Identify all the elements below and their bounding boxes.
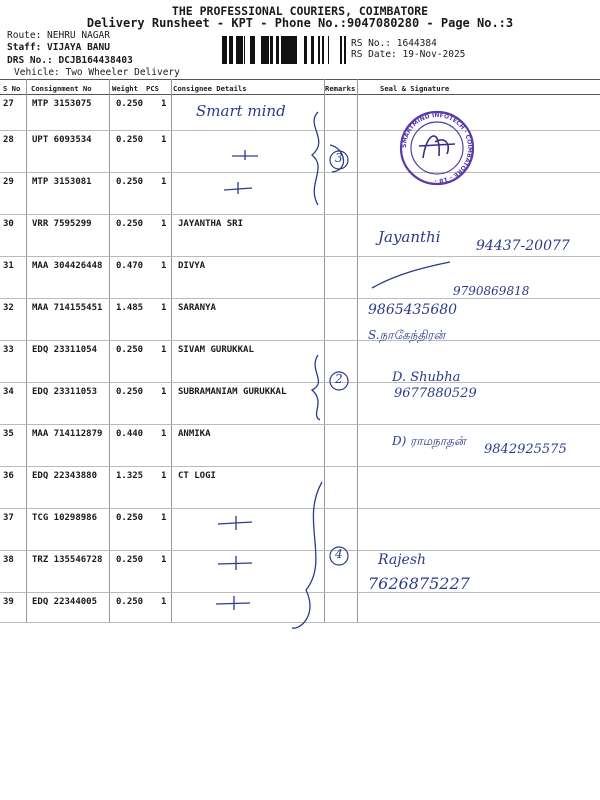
ditto-mark (218, 516, 252, 530)
row-pcs: 1 (161, 135, 167, 145)
row-divider (0, 340, 600, 341)
drs-number: DRS No.: DCJB164438403 (7, 55, 133, 66)
phone-row-38: 7626875227 (368, 574, 470, 593)
col-header-consignee: Consignee Details (173, 84, 247, 93)
row-divider (0, 214, 600, 215)
row-consignment-no: EDQ 22343880 (32, 471, 98, 481)
row-weight: 0.250 (116, 219, 144, 229)
group-number-3: 3 (335, 151, 343, 165)
group-brace (312, 112, 319, 205)
row-weight: 0.250 (116, 177, 144, 187)
phone-jayanthi: 94437-20077 (476, 238, 570, 254)
row-consignment-no: EDQ 23311053 (32, 387, 98, 397)
row-consignee: DIVYA (178, 261, 206, 271)
row-weight: 0.250 (116, 597, 144, 607)
row-divider (0, 298, 600, 299)
signature-row-34: D. Shubha (392, 370, 461, 385)
ditto-mark (232, 150, 258, 160)
barcode-bar (250, 36, 252, 64)
barcode-bar (289, 36, 290, 64)
col-header-signature: Seal & Signature (380, 84, 450, 93)
ditto-mark (224, 182, 252, 194)
row-consignment-no: UPT 6093534 (32, 135, 92, 145)
row-sno: 28 (3, 135, 14, 145)
barcode-bar (232, 36, 233, 64)
row-sno: 34 (3, 387, 14, 397)
row-sno: 37 (3, 513, 14, 523)
phone-row-35: 9842925575 (484, 442, 567, 457)
row-consignment-no: MAA 304426448 (32, 261, 103, 271)
rs-number: RS No.: 1644384 (351, 38, 437, 49)
row-pcs: 1 (161, 99, 167, 109)
row-consignment-no: TCG 10298986 (32, 513, 98, 523)
row-pcs: 1 (161, 555, 167, 565)
row-consignee: CT LOGI (178, 471, 216, 481)
col-header-consignment: Consignment No (31, 84, 92, 93)
barcode-bar (276, 36, 279, 64)
row-divider (0, 424, 600, 425)
row-pcs: 1 (161, 387, 167, 397)
row-divider (0, 382, 600, 383)
row-consignment-no: MAA 714155451 (32, 303, 103, 313)
row-sno: 38 (3, 555, 14, 565)
ditto-mark (216, 596, 250, 610)
row-pcs: 1 (161, 513, 167, 523)
barcode-bar (323, 36, 324, 64)
signature-row-38: Rajesh (378, 552, 427, 568)
barcode-bar (241, 36, 243, 64)
group-number-2: 2 (335, 372, 343, 386)
row-sno: 31 (3, 261, 14, 271)
barcode-bar (270, 36, 273, 64)
row-sno: 27 (3, 99, 14, 109)
row-consignee: SARANYA (178, 303, 216, 313)
signature-row-32: S.நாகேந்திரன் (368, 328, 446, 342)
barcode-bar (340, 36, 342, 64)
row-sno: 39 (3, 597, 14, 607)
row-sno: 33 (3, 345, 14, 355)
col-header-sno: S No (3, 84, 21, 93)
barcode-bar (222, 36, 224, 64)
row-divider (0, 592, 600, 593)
group-number-4: 4 (335, 547, 343, 561)
signature-jayanthi: Jayanthi (378, 228, 441, 246)
col-header-remarks: Remarks (325, 84, 356, 93)
row-sno: 30 (3, 219, 14, 229)
svg-text:SMARTMIND INFOTECH · COIMBATOR: SMARTMIND INFOTECH · COIMBATORE - 18 · (400, 111, 474, 185)
row-divider (0, 508, 600, 509)
row-weight: 0.440 (116, 429, 144, 439)
row-pcs: 1 (161, 429, 167, 439)
barcode-bar (281, 36, 283, 64)
barcode-bar (244, 36, 245, 64)
row-weight: 0.250 (116, 387, 144, 397)
row-consignment-no: MAA 714112879 (32, 429, 103, 439)
barcode-bar (252, 36, 253, 64)
row-sno: 36 (3, 471, 14, 481)
barcode-bar (253, 36, 255, 64)
group-brace (312, 355, 320, 420)
company-title: THE PROFESSIONAL COURIERS, COIMBATORE (171, 4, 429, 18)
row-divider (0, 130, 600, 131)
signature-stroke (372, 262, 450, 288)
barcode-bar (295, 36, 297, 64)
col-divider (171, 79, 172, 623)
barcode-bar (311, 36, 314, 64)
barcode-bar (238, 36, 241, 64)
barcode-image (222, 36, 346, 64)
row-divider (0, 466, 600, 467)
col-header-pcs: PCS (146, 84, 159, 93)
row-weight: 0.250 (116, 345, 144, 355)
row-pcs: 1 (161, 261, 167, 271)
row-weight: 1.325 (116, 471, 144, 481)
row-pcs: 1 (161, 471, 167, 481)
ditto-mark (218, 556, 252, 570)
route-label: Route: NEHRU NAGAR (7, 30, 110, 41)
vehicle-label: Vehicle: Two Wheeler Delivery (14, 67, 180, 78)
row-weight: 0.250 (116, 135, 144, 145)
barcode-bar (286, 36, 289, 64)
row-sno: 35 (3, 429, 14, 439)
row-pcs: 1 (161, 303, 167, 313)
row-consignee: ANMIKA (178, 429, 211, 439)
barcode-bar (261, 36, 263, 64)
barcode-bar (318, 36, 320, 64)
row-consignment-no: VRR 7595299 (32, 219, 92, 229)
col-divider (357, 79, 358, 623)
row-weight: 0.470 (116, 261, 144, 271)
col-divider (324, 79, 325, 623)
barcode-bar (345, 36, 346, 64)
barcode-bar (304, 36, 307, 64)
barcode-bar (328, 36, 329, 64)
phone-row-32: 9865435680 (368, 302, 458, 318)
col-divider (26, 79, 27, 623)
barcode-bar (344, 36, 345, 64)
row-consignment-no: EDQ 22344005 (32, 597, 98, 607)
barcode-bar (226, 36, 227, 64)
col-divider (109, 79, 110, 623)
rs-date: RS Date: 19-Nov-2025 (351, 49, 466, 60)
row-pcs: 1 (161, 219, 167, 229)
barcode-bar (229, 36, 232, 64)
table-top-rule (0, 79, 600, 80)
table-header-rule (0, 94, 600, 95)
group-brace (292, 482, 322, 628)
row-consignee: SIVAM GURUKKAL (178, 345, 254, 355)
runsheet-subtitle: Delivery Runsheet - KPT - Phone No.:9047080280 - Page No.:3 (86, 16, 514, 30)
barcode-bar (263, 36, 266, 64)
row-divider (0, 172, 600, 173)
row-consignment-no: TRZ 135546728 (32, 555, 103, 565)
signature-row-35: D) ராமநாதன் (392, 434, 466, 448)
barcode-bar (290, 36, 293, 64)
row-divider (0, 622, 600, 623)
barcode-bar (224, 36, 226, 64)
phone-row-34: 9677880529 (394, 386, 477, 401)
row-weight: 1.485 (116, 303, 144, 313)
row-sno: 32 (3, 303, 14, 313)
col-header-weight: Weight (112, 84, 138, 93)
row-consignment-no: MTP 3153075 (32, 99, 92, 109)
phone-row-31: 9790869818 (453, 284, 530, 298)
row-weight: 0.250 (116, 99, 144, 109)
row-divider (0, 256, 600, 257)
barcode-bar (266, 36, 269, 64)
row-pcs: 1 (161, 597, 167, 607)
barcode-bar (322, 36, 323, 64)
row-pcs: 1 (161, 345, 167, 355)
company-seal-stamp (401, 112, 473, 184)
barcode-bar (283, 36, 286, 64)
row-divider (0, 550, 600, 551)
staff-label: Staff: VIJAYA BANU (7, 42, 110, 53)
row-sno: 29 (3, 177, 14, 187)
row-consignee: JAYANTHA SRI (178, 219, 244, 229)
row-weight: 0.250 (116, 555, 144, 565)
barcode-bar (293, 36, 295, 64)
handwritten-consignee-smart-mind: Smart mind (196, 102, 286, 120)
row-consignment-no: MTP 3153081 (32, 177, 92, 187)
barcode-bar (236, 36, 238, 64)
row-pcs: 1 (161, 177, 167, 187)
row-weight: 0.250 (116, 513, 144, 523)
row-consignment-no: EDQ 23311054 (32, 345, 98, 355)
row-consignee: SUBRAMANIAM GURUKKAL (178, 387, 287, 397)
